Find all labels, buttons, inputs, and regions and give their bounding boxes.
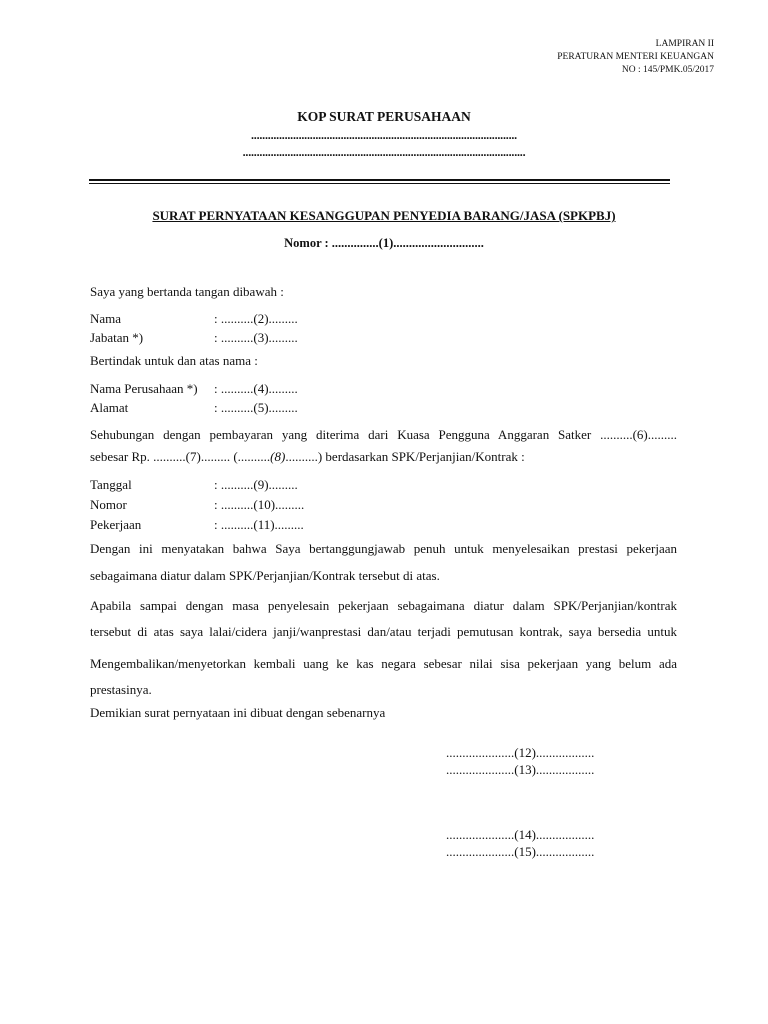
document-title: SURAT PERNYATAAN KESANGGUPAN PENYEDIA BARANG/JASA (SPKPBJ) <box>152 208 616 223</box>
document-number: Nomor : ...............(1)............................. <box>284 236 484 250</box>
statement-paragraph-1-line-2: sebagaimana diatur dalam SPK/Perjanjian/Kontrak tersebut di atas. <box>90 568 440 583</box>
company-address-label: Alamat <box>90 400 129 415</box>
company-name-label: Nama Perusahaan *) <box>90 381 198 396</box>
statement-paragraph-2-line-2: tersebut di atas saya lalai/cidera janji/wanprestasi dan/atau terjadi pemutusan kontrak, saya bersedia untuk <box>90 624 677 639</box>
payment-basis-text: ..........) berdasarkan SPK/Perjanjian/Kontrak : <box>285 449 525 464</box>
letterhead-dots-line-1: ............................................................................................... <box>250 128 517 142</box>
letterhead-dots-line-2: ..................................................................................................... <box>242 145 526 159</box>
signature-line-14: .....................(14).................. <box>446 827 595 842</box>
letterhead-divider <box>89 179 670 181</box>
company-address-value: : ..........(5)......... <box>214 400 298 415</box>
contract-number-label: Nomor <box>90 497 127 512</box>
payment-paragraph-line-1: Sehubungan dengan pembayaran yang diterima dari Kuasa Pengguna Anggaran Satker ..........(6)......... <box>90 427 677 442</box>
intro-text: Saya yang bertanda tangan dibawah : <box>90 284 284 299</box>
statement-paragraph-1-line-1: Dengan ini menyatakan bahwa Saya bertanggungjawab penuh untuk menyelesaikan prestasi pekerjaan <box>90 541 677 556</box>
payment-amount-text: sebesar Rp. ..........(7)......... (.......... <box>90 449 271 464</box>
contract-date-label: Tanggal <box>90 477 132 492</box>
signer-name-label: Nama <box>90 311 122 326</box>
contract-number-value: : ..........(10)......... <box>214 497 305 512</box>
signature-line-15: .....................(15).................. <box>446 844 595 859</box>
signature-line-13: .....................(13).................. <box>446 762 595 777</box>
letterhead-divider-thin <box>89 183 670 184</box>
payment-paragraph-line-2 <box>90 448 525 465</box>
payment-words-placeholder: (8) <box>270 449 286 464</box>
on-behalf-text: Bertindak untuk dan atas nama : <box>90 353 258 368</box>
ref-line-nomor: NO : 145/PMK.05/2017 <box>621 65 714 75</box>
signer-name-value: : ..........(2)......... <box>214 311 298 326</box>
closing-statement: Demikian surat pernyataan ini dibuat dengan sebenarnya <box>90 705 386 720</box>
ref-line-peraturan: PERATURAN MENTERI KEUANGAN <box>557 52 714 62</box>
signer-position-label: Jabatan *) <box>90 330 144 345</box>
regulation-reference <box>557 38 714 77</box>
ref-line-lampiran: LAMPIRAN II <box>655 39 714 49</box>
statement-paragraph-3-line-2: prestasinya. <box>90 682 152 697</box>
contract-work-value: : ..........(11)......... <box>214 517 304 532</box>
contract-work-label: Pekerjaan <box>90 517 142 532</box>
company-name-value: : ..........(4)......... <box>214 381 298 396</box>
letterhead-title: KOP SURAT PERUSAHAAN <box>297 109 471 124</box>
contract-date-value: : ..........(9)......... <box>214 477 298 492</box>
signer-position-value: : ..........(3)......... <box>214 330 298 345</box>
statement-paragraph-3-line-1: Mengembalikan/menyetorkan kembali uang ke kas negara sebesar nilai sisa pekerjaan yang belum ada <box>90 656 677 671</box>
signature-line-12: .....................(12).................. <box>446 745 595 760</box>
statement-paragraph-2-line-1: Apabila sampai dengan masa penyelesain pekerjaan sebagaimana diatur dalam SPK/Perjanjian/kontrak <box>90 598 677 613</box>
